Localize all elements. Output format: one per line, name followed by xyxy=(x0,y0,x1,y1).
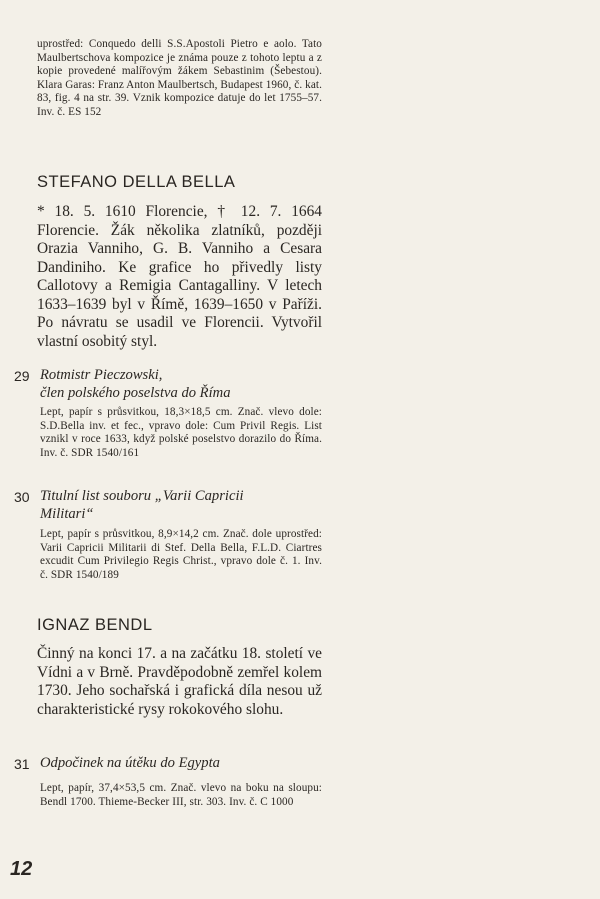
bio-bendl: Činný na konci 17. a na začátku 18. století ve Vídni a v Brně. Pravděpodobně zemřel kolem 1730. Jeho sochařská i grafická díla nesou už charakteristické rysy rokokového slohu. xyxy=(37,645,322,718)
heading-bendl: IGNAZ BENDL xyxy=(37,616,153,634)
page-number: 12 xyxy=(10,858,33,880)
entry-description: Lept, papír s průsvitkou, 8,9×14,2 cm. Znač. dole uprostřed: Varii Capricii Militarii di Stef. Della Bella, F.L.D. Ciartres excudit Cum Privilegio Regis Christ., vpravo dole č. 1. Inv. č. SDR 1540/189 xyxy=(40,528,322,581)
entry-title-line: člen polského poselstva do Říma xyxy=(40,384,231,401)
entry-title-line: Rotmistr Pieczowski, xyxy=(40,367,163,383)
intro-text: uprostřed: Conquedo delli S.S.Apostoli Pietro e aolo. Tato Maulbertschova kompozice je známa pouze z tohoto leptu a z kopie provedené malířovým žákem Sebastinim (Šebestou). Klara Garas: Franz Anton Maulbertsch, Budapest 1960, č. kat. 83, fig. 4 na str. 39. Vznik kompozice datuje do let 1755–57. Inv. č. ES 152 xyxy=(37,38,322,118)
entry-description: Lept, papír, 37,4×53,5 cm. Znač. vlevo na boku na sloupu: Bendl 1700. Thieme-Becker III, str. 303. Inv. č. C 1000 xyxy=(40,782,322,808)
entry-description: Lept, papír s průsvitkou, 18,3×18,5 cm. Znač. vlevo dole: S.D.Bella inv. et fec., vpravo dole: Cum Privil Regis. List vznikl v roce 1633, když polské poselstvo dorazilo do Říma. Inv. č. SDR 1540/161 xyxy=(40,406,322,459)
entry-title-line: Odpočinek na útěku do Egypta xyxy=(40,755,220,771)
entry-title-line: Titulní list souboru „Varii Capricii xyxy=(40,488,244,504)
bio-della-bella: * 18. 5. 1610 Florencie, † 12. 7. 1664 Florencie. Žák několika zlatníků, později Orazia Vanniho, G. B. Vanniho a Cesara Dandiniho. Ke grafice ho přivedly listy Callotovy a Remigia Cantagalliny. V letech 1633–1639 byl v Římě, 1639–1650 v Paříži. Po návratu se usadil ve Florencii. Vytvořil vlastní osobitý styl. xyxy=(37,203,322,350)
heading-della-bella: STEFANO DELLA BELLA xyxy=(37,173,236,191)
entry-title-line: Militari“ xyxy=(40,505,94,522)
entry-number: 30 xyxy=(14,489,30,505)
entry-title xyxy=(40,367,330,402)
entry-number: 29 xyxy=(14,368,30,384)
entry-title xyxy=(40,755,330,773)
entry-number: 31 xyxy=(14,756,30,772)
entry-title xyxy=(40,488,330,523)
